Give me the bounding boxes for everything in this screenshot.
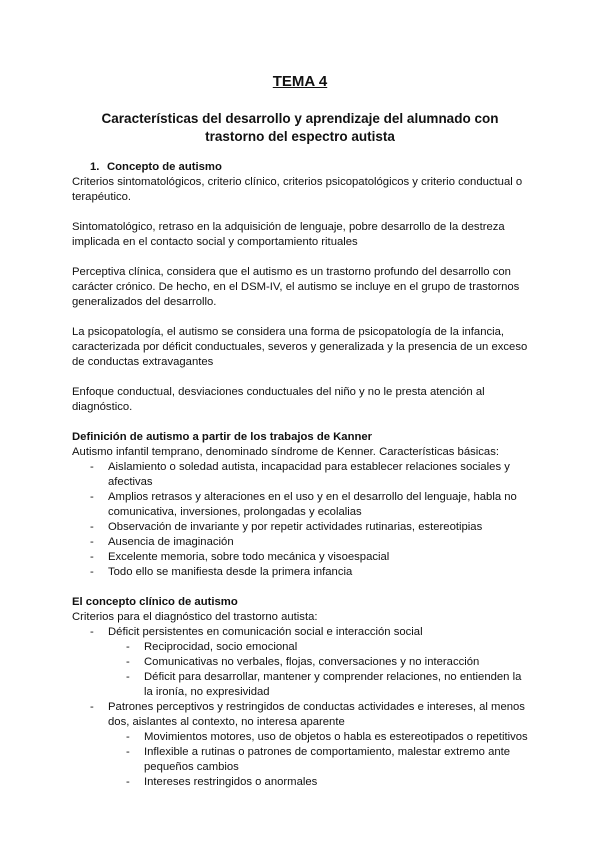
list-item: - Amplios retrasos y alteraciones en el uso y en el desarrollo del lenguaje, habla no comunicativa, inversiones, prolongadas y ecolalias [72, 490, 532, 520]
list-item [72, 700, 532, 790]
sublist-item: - Reciprocidad, socio emocional [72, 640, 532, 655]
clinico-list [72, 625, 532, 790]
list-item-label: Patrones perceptivos y restringidos de conductas actividades e intereses, al menos dos, aislantes al contexto, no interesa aparente [108, 701, 525, 728]
paragraph: Enfoque conductual, desviaciones conductuales del niño y no le presta atención al diagnóstico. [72, 386, 485, 413]
clinico-heading: El concepto clínico de autismo [72, 596, 238, 608]
section-heading [72, 160, 532, 175]
document-subtitle: Características del desarrollo y aprendizaje del alumnado con trastorno del espectro autista [101, 111, 499, 144]
sublist-item: - Déficit para desarrollar, mantener y comprender relaciones, no entienden la la ironía, no expresividad [72, 670, 532, 700]
sublist-item: - Comunicativas no verbales, flojas, conversaciones y no interacción [72, 655, 532, 670]
paragraph: Sintomatológico, retraso en la adquisición de lenguaje, pobre desarrollo de la destreza implicada en el contacto social y comportamiento rituales [72, 221, 505, 248]
clinico-intro: Criterios para el diagnóstico del trastorno autista: [72, 611, 318, 623]
paragraph: Criterios sintomatológicos, criterio clínico, criterios psicopatológicos y criterio conductual o terapéutico. [72, 176, 523, 203]
list-item: - Excelente memoria, sobre todo mecánica y visoespacial [72, 550, 532, 565]
list-item: - Observación de invariante y por repetir actividades rutinarias, estereotipias [72, 520, 532, 535]
sublist-item: - Movimientos motores, uso de objetos o habla es estereotipados o repetitivos [72, 730, 532, 745]
kanner-list [72, 460, 532, 580]
paragraph: Perceptiva clínica, considera que el autismo es un trastorno profundo del desarrollo con carácter crónico. De hecho, en el DSM-IV, el autismo se incluye en el grupo de trastornos generalizados del desarrollo. [72, 266, 520, 308]
kanner-heading: Definición de autismo a partir de los trabajos de Kanner [72, 431, 373, 443]
section-number: 1. [90, 161, 100, 173]
list-item: - Aislamiento o soledad autista, incapacidad para establecer relaciones sociales y afectivas [72, 460, 532, 490]
document-title: TEMA 4 [272, 73, 328, 90]
sublist [108, 640, 532, 700]
document-body [72, 160, 532, 790]
list-item [72, 625, 532, 700]
sublist-item: - Inflexible a rutinas o patrones de comportamiento, malestar extremo ante pequeños cambios [72, 745, 532, 775]
paragraph: La psicopatología, el autismo se considera una forma de psicopatología de la infancia, caracterizada por déficit conductuales, severos y generalizada y la presencia de un exceso de conductas extravagantes [72, 326, 528, 368]
sublist-item: - Intereses restringidos o anormales [72, 775, 532, 790]
list-item: - Ausencia de imaginación [72, 535, 532, 550]
sublist [108, 730, 532, 790]
list-item: - Todo ello se manifiesta desde la primera infancia [72, 565, 532, 580]
kanner-intro: Autismo infantil temprano, denominado síndrome de Kenner. Características básicas: [72, 446, 499, 458]
section-heading-text: Concepto de autismo [107, 161, 222, 173]
list-item-label: Déficit persistentes en comunicación social e interacción social [108, 626, 423, 638]
